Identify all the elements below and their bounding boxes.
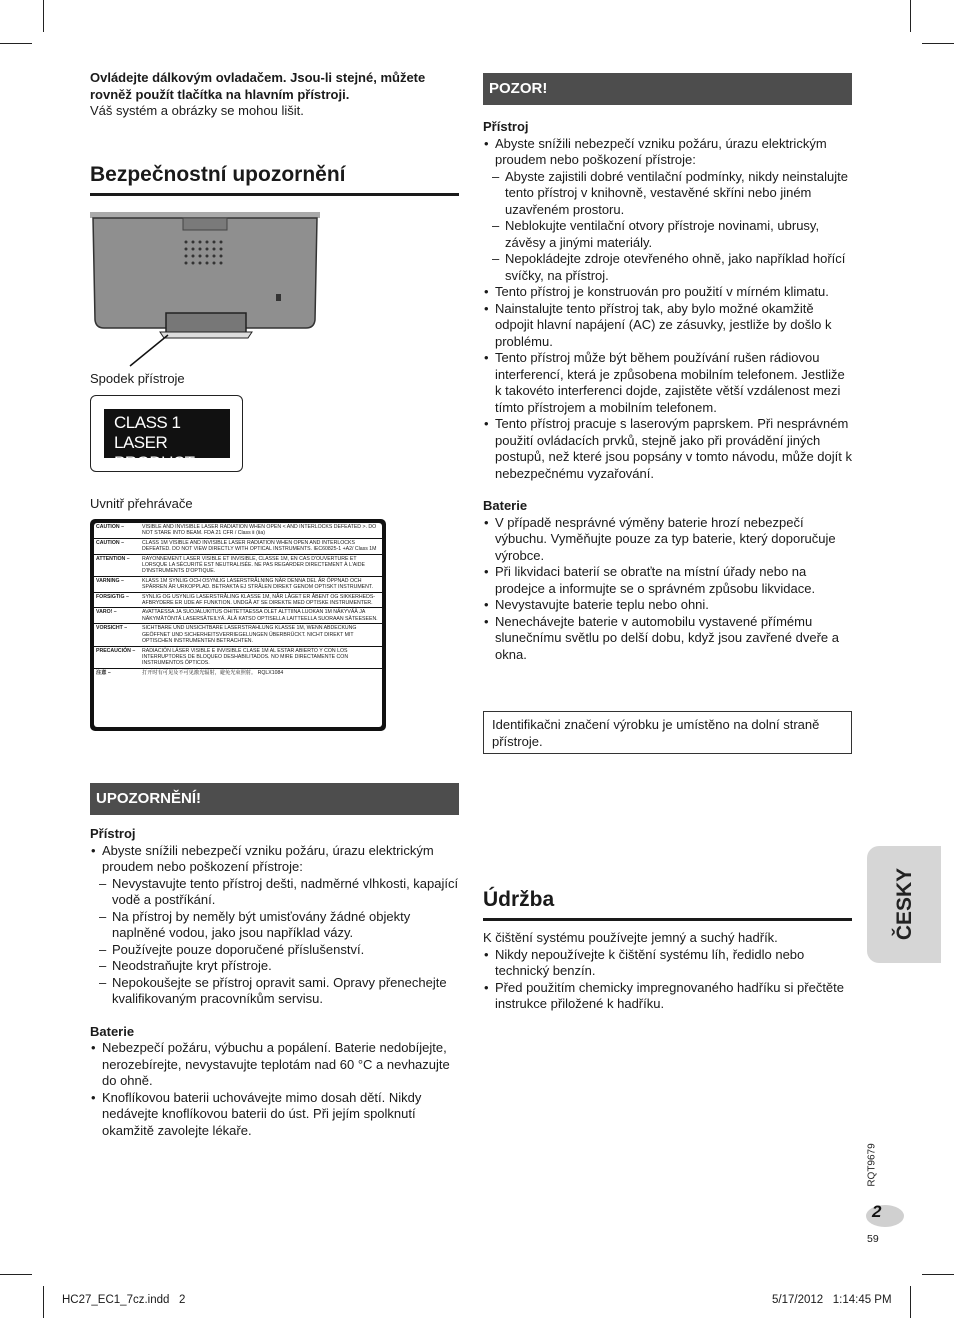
warning-key: ATTENTION –	[96, 555, 130, 562]
warning-row	[94, 669, 382, 677]
warning-key: VARNING –	[96, 577, 124, 584]
warning-text: SICHTBARE UND UNSICHTBARE LASERSTRAHLUNG KLASSE 1M, WENN ABDECKUNG GEÖFFNET UND SICHERHEITSVERRIEGELUNGEN ÜBERBRÜCKT. NICHT DIREKT MIT OPTISCHEN INSTRUMENTEN BETRACHTEN.	[142, 625, 357, 645]
warning-text: 打开时有可见及不可见激光辐射，避免光束照射。 RQLX1084	[142, 669, 284, 676]
inside-caption: Uvnitř přehrávače	[90, 496, 193, 511]
warning-rows	[94, 523, 382, 727]
warning-text: AVATTAESSA JA SUOJALUKITUS OHITETTAESSA OLET ALTTIINA LUOKAN 1M NÄKYVÄÄ JA NÄKYMÄTÖNTÄ LASERSÄTEILYÄ. ÄLÄ KATSO OPTISELLA LAITTEELLA SUORAAN SÄTEESEEN.	[142, 609, 378, 622]
laser-label-line1: CLASS 1	[114, 413, 181, 432]
id-note-box: Identifikačni značení výrobku je umístěno na dolní straně přístroje.	[483, 711, 852, 754]
warning-text: VISIBLE AND INVISIBLE LASER RADIATION WHEN OPEN < AND INTERLOCKS DEFEATED >. DO NOT STARE INTO BEAM. FDA 21 CFR / Class Ⅱ (Ⅱa)	[142, 524, 377, 537]
upozorneni-device-head: Přístroj	[90, 826, 136, 841]
maintenance-title: Údržba	[483, 888, 555, 911]
footer-date: 5/17/2012 1:14:45 PM	[772, 1294, 892, 1306]
warning-row	[94, 555, 382, 577]
list-item: – Nepokoušejte se přístroj opravit sami. Opravy přenechejte kvalifikovaným pracovníkům servisu.	[90, 975, 460, 1008]
laser-label-line2: LASER PRODUCT	[114, 433, 195, 472]
warning-key: FORSIGTIG –	[96, 593, 129, 600]
maintenance-intro: K čištění systému používejte jemný a suchý hadřík.	[483, 930, 778, 945]
warning-key: VORSICHT –	[96, 625, 128, 632]
laser-label-frame	[90, 395, 243, 472]
list-item: • Nenechávejte baterie v automobilu vystavené přímému slunečnímu světlu po delší dobu, když jsou zavřené dveře a okna.	[483, 614, 853, 664]
pozor-body	[483, 119, 853, 663]
warning-key: CAUTION –	[96, 539, 124, 546]
laser-class-label	[104, 409, 230, 472]
list-item: – Nepokládejte zdroje otevřeného ohně, jako například hořící svíčky, na přístroj.	[483, 251, 853, 284]
upozorneni-battery-head: Baterie	[90, 1023, 135, 1039]
intro-normal: Váš systém a obrázky se mohou lišit.	[90, 103, 304, 118]
pozor-battery-head: Baterie	[483, 498, 528, 513]
list-item: • Knoflíkovou baterii uchovávejte mimo dosah dětí. Nikdy nedávejte knoflíkovou baterii do úst. Při jejím spolknutí okamžitě zavolejte lékaře.	[90, 1090, 460, 1140]
list-item: • Abyste snížili nebezpečí vzniku požáru, úrazu elektrickým proudem nebo poškození přístroje: – Abyste zajistili dobré ventilační podmínky, nikdy neinstalujte tento přístroj v knihovně, vestavěné skříni nebo jiném uzavřeném prostoru. – Neblokujte ventilační otvory přístroje novinami, ubrusy, závěsy a jinými materiály. – Nepokládejte zdroje otevřeného ohně, jako například hořící svíčky, na přístroj.	[483, 136, 853, 285]
device-bottom-illustration	[90, 210, 322, 370]
warning-row	[94, 539, 382, 555]
list-item: • Nainstalujte tento přístroj tak, aby bylo možné okamžitě odpojit hlavní napájení (AC) ze zásuvky, jestliže by došlo k problému.	[483, 301, 853, 351]
list-item: • Nikdy nepoužívejte k čištění systému líh, ředidlo nebo technický benzín.	[483, 947, 853, 980]
warning-key: CAUTION –	[96, 524, 124, 530]
list-item: • Tento přístroj může být během používání rušen rádiovou interferencí, která je způsobena mobilním telefonem. Jestliže k takovéto interferenci dojde, zajistěte větší vzdálenost mezi tímto přístrojem a mobilním telefonem.	[483, 350, 853, 416]
crop-mark	[922, 1274, 954, 1275]
list-item: – Na přístroj by neměly být umisťovány žádné objekty naplněné vodou, jako jsou například vázy.	[90, 909, 460, 942]
footer-file: HC27_EC1_7cz.indd 2	[62, 1294, 186, 1306]
pozor-header: POZOR!	[483, 73, 852, 105]
list-item: – Neblokujte ventilační otvory přístroje novinami, ubrusy, závěsy a jinými materiály.	[483, 218, 853, 251]
list-item: • Před použitím chemicky impregnovaného hadříku si přečtěte instrukce přiložené k hadříku.	[483, 980, 853, 1013]
crop-mark	[910, 1286, 911, 1318]
page-badge	[866, 1202, 904, 1227]
crop-mark	[43, 0, 44, 32]
list-item: • Nevystavujte baterie teplu nebo ohni.	[483, 597, 853, 614]
crop-mark	[0, 1274, 32, 1275]
page-badge-number: 2	[872, 1202, 882, 1221]
doc-code: RQT9679	[866, 1143, 878, 1187]
warning-row	[94, 624, 382, 646]
list-item: • V případě nesprávné výměny baterie hrozí nebezpečí výbuchu. Vyměňujte pouze za typ baterie, který doporučuje výrobce.	[483, 515, 853, 565]
list-item: – Nevystavujte tento přístroj dešti, nadměrné vlhkosti, kapající vodě a postříkání.	[90, 876, 460, 909]
list-item: • Při likvidaci baterií se obraťte na místní úřady nebo na prodejce a informujte se o správném způsobu likvidace.	[483, 564, 853, 597]
crop-mark	[910, 0, 911, 32]
list-item: – Neodstraňujte kryt přístroje.	[90, 958, 460, 975]
warning-key: 注意 –	[96, 669, 111, 676]
language-tab-label: ČESKY	[893, 867, 916, 941]
warning-key: PRECAUCIÓN –	[96, 647, 136, 654]
warning-text: RADIACIÓN LÁSER VISIBLE E INVISIBLE CLASE 1M AL ESTAR ABIERTO Y CON LOS INTERRUPTORES DE BLOQUEO DESHABILITADOS. NO MIRE DIRECTAMENTE CON INSTRUMENTOS ÓPTICOS.	[142, 647, 349, 667]
title-rule	[483, 918, 852, 921]
list-item: • Tento přístroj je konstruován pro použití v mírném klimatu.	[483, 284, 853, 301]
warning-text: KLASS 1M SYNLIG OCH OSYNLIG LASERSTRÅLNING NÄR DENNA DEL ÄR ÖPPNAD OCH SPÄRREN ÄR URKOPPLAD. BETRAKTA EJ STRÅLEN DIREKT GENOM OPTISKT INSTRUMENT.	[142, 577, 373, 591]
list-item: • Nebezpečí požáru, výbuchu a popálení. Baterie nedobíjejte, nerozebírejte, nevystavujte teplotám nad 60 °C a nevhazujte do ohně.	[90, 1040, 460, 1090]
list-item: • Tento přístroj pracuje s laserovým paprskem. Při nesprávném použití ovládacích prvků, stejně jako při provádění jiných postupů, než které jsou popsány v tomto návodu, může dojít k nebezpečnému vyzařování.	[483, 416, 853, 482]
warning-row	[94, 593, 382, 609]
warning-text: CLASS 1M VISIBLE AND INVISIBLE LASER RADIATION WHEN OPEN AND INTERLOCKS DEFEATED. DO NOT VIEW DIRECTLY WITH OPTICAL INSTRUMENTS. IEC60825-1 +A2/ Class 1M	[142, 539, 377, 553]
page-number: 59	[867, 1233, 879, 1245]
safety-title: Bezpečnostní upozornění	[90, 163, 346, 186]
crop-mark	[0, 43, 32, 44]
warning-row	[94, 608, 382, 624]
device-bottom-caption: Spodek přístroje	[90, 371, 185, 386]
list-item: – Abyste zajistili dobré ventilační podmínky, nikdy neinstalujte tento přístroj v knihovně, vestavěné skříni nebo jiném uzavřeném prostoru.	[483, 169, 853, 219]
list-item: – Používejte pouze doporučené příslušenství.	[90, 942, 460, 959]
title-rule	[90, 193, 459, 196]
laser-warning-sticker	[90, 519, 386, 731]
maintenance-body	[483, 930, 853, 1013]
list-item: • Abyste snížili nebezpečí vzniku požáru, úrazu elektrickým proudem nebo poškození přístroje: – Nevystavujte tento přístroj dešti, nadměrné vlhkosti, kapající vodě a postříkání. – Na přístroj by neměly být umisťovány žádné objekty naplněné vodou, jako jsou například vázy. – Používejte pouze doporučené příslušenství. – Neodstraňujte kryt přístroje. – Nepokoušejte se přístroj opravit sami. Opravy přenechejte kvalifikovaným pracovníkům servisu.	[90, 843, 460, 1008]
upozorneni-header: UPOZORNĚNÍ!	[90, 783, 459, 815]
warning-text: RAYONNEMENT LASER VISIBLE ET INVISIBLE, CLASSE 1M, EN CAS D'OUVERTURE ET LORSQUE LA SÉCURITÉ EST NEUTRALISÉE. NE PAS REGARDER DIRECTEMENT À L'AIDE D'INSTRUMENTS D'OPTIQUE.	[142, 555, 365, 575]
intro-block	[90, 70, 460, 120]
crop-mark	[922, 43, 954, 44]
warning-row	[94, 577, 382, 593]
intro-bold: Ovládejte dálkovým ovladačem. Jsou-li stejné, můžete rovněž použít tlačítka na hlavním přístroji.	[90, 70, 426, 102]
upozorneni-body	[90, 826, 460, 1139]
warning-key: VARO! –	[96, 609, 117, 616]
crop-mark	[43, 1286, 44, 1318]
pozor-device-head: Přístroj	[483, 119, 529, 134]
warning-row	[94, 523, 382, 539]
warning-text: SYNLIG OG USYNLIG LASERSTRÅLING KLASSE 1M, NÅR LÅGET ER ÅBENT OG SIKKERHEDS-AFBRYDERE ER UDE AF FUNKTION. UNDGÅ AT SE DIREKTE MED OPTISKE INSTRUMENTER.	[142, 593, 376, 607]
language-tab	[867, 846, 941, 963]
warning-row	[94, 647, 382, 669]
